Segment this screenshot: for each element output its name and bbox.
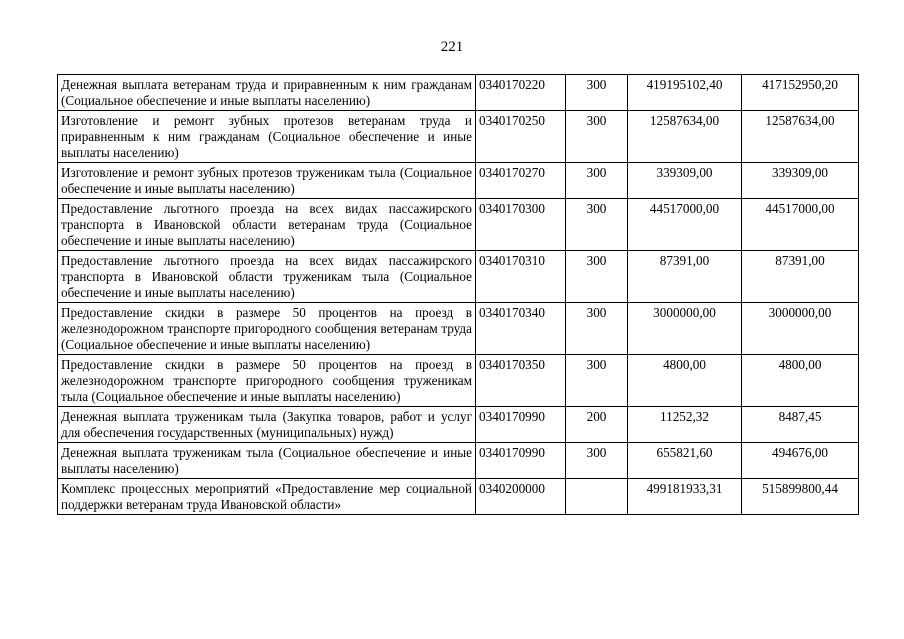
amount-year-2-cell: 8487,45 [742, 407, 859, 443]
amount-year-1-cell: 12587634,00 [628, 111, 742, 163]
amount-year-1-cell: 499181933,31 [628, 479, 742, 515]
expense-name-cell: Комплекс процессных мероприятий «Предоставление мер социальной поддержки ветеранам труда Ивановской области» [58, 479, 476, 515]
expense-name-cell: Предоставление скидки в размере 50 процентов на проезд в железнодорожном транспорте пригородного сообщения труженикам тыла (Социальное обеспечение и иные выплаты населению) [58, 355, 476, 407]
expense-name-cell: Изготовление и ремонт зубных протезов ветеранам труда и приравненным к ним гражданам (Социальное обеспечение и иные выплаты населению) [58, 111, 476, 163]
target-code-cell: 0340170350 [476, 355, 566, 407]
target-code-cell: 0340170250 [476, 111, 566, 163]
amount-year-1-cell: 655821,60 [628, 443, 742, 479]
expense-type-cell: 300 [566, 443, 628, 479]
target-code-cell: 0340200000 [476, 479, 566, 515]
expense-type-cell: 300 [566, 163, 628, 199]
table-row [58, 163, 859, 199]
table-row [58, 407, 859, 443]
target-code-cell: 0340170300 [476, 199, 566, 251]
target-code-cell: 0340170270 [476, 163, 566, 199]
amount-year-2-cell: 3000000,00 [742, 303, 859, 355]
amount-year-2-cell: 4800,00 [742, 355, 859, 407]
table-row [58, 443, 859, 479]
expense-name-cell: Предоставление льготного проезда на всех видах пассажирского транспорта в Ивановской области ветеранам труда (Социальное обеспечение и иные выплаты населению) [58, 199, 476, 251]
expense-type-cell: 300 [566, 111, 628, 163]
table-row [58, 355, 859, 407]
expense-type-cell: 300 [566, 75, 628, 111]
amount-year-1-cell: 87391,00 [628, 251, 742, 303]
amount-year-1-cell: 4800,00 [628, 355, 742, 407]
table-row [58, 303, 859, 355]
expense-name-cell: Предоставление льготного проезда на всех видах пассажирского транспорта в Ивановской области труженикам тыла (Социальное обеспечение и иные выплаты населению) [58, 251, 476, 303]
table-row [58, 75, 859, 111]
expense-name-cell: Денежная выплата ветеранам труда и приравненным к ним гражданам (Социальное обеспечение и иные выплаты населению) [58, 75, 476, 111]
amount-year-2-cell: 494676,00 [742, 443, 859, 479]
expense-type-cell: 300 [566, 355, 628, 407]
target-code-cell: 0340170310 [476, 251, 566, 303]
amount-year-2-cell: 339309,00 [742, 163, 859, 199]
table-row [58, 111, 859, 163]
table-row [58, 251, 859, 303]
expense-name-cell: Денежная выплата труженикам тыла (Социальное обеспечение и иные выплаты населению) [58, 443, 476, 479]
page-number: 221 [440, 39, 464, 55]
table-row [58, 199, 859, 251]
amount-year-2-cell: 417152950,20 [742, 75, 859, 111]
expense-name-cell: Предоставление скидки в размере 50 процентов на проезд в железнодорожном транспорте пригородного сообщения ветеранам труда (Социальное обеспечение и иные выплаты населению) [58, 303, 476, 355]
amount-year-2-cell: 44517000,00 [742, 199, 859, 251]
expense-type-cell: 300 [566, 251, 628, 303]
amount-year-1-cell: 419195102,40 [628, 75, 742, 111]
table-row [58, 479, 859, 515]
expense-type-cell: 200 [566, 407, 628, 443]
expense-type-cell: 300 [566, 303, 628, 355]
amount-year-1-cell: 3000000,00 [628, 303, 742, 355]
amount-year-1-cell: 339309,00 [628, 163, 742, 199]
amount-year-2-cell: 87391,00 [742, 251, 859, 303]
target-code-cell: 0340170990 [476, 443, 566, 479]
target-code-cell: 0340170220 [476, 75, 566, 111]
expense-type-cell [566, 479, 628, 515]
amount-year-1-cell: 44517000,00 [628, 199, 742, 251]
target-code-cell: 0340170990 [476, 407, 566, 443]
expense-type-cell: 300 [566, 199, 628, 251]
expense-name-cell: Денежная выплата труженикам тыла (Закупка товаров, работ и услуг для обеспечения государственных (муниципальных) нужд) [58, 407, 476, 443]
expense-name-cell: Изготовление и ремонт зубных протезов труженикам тыла (Социальное обеспечение и иные выплаты населению) [58, 163, 476, 199]
target-code-cell: 0340170340 [476, 303, 566, 355]
budget-table [57, 74, 859, 515]
amount-year-2-cell: 515899800,44 [742, 479, 859, 515]
amount-year-2-cell: 12587634,00 [742, 111, 859, 163]
amount-year-1-cell: 11252,32 [628, 407, 742, 443]
